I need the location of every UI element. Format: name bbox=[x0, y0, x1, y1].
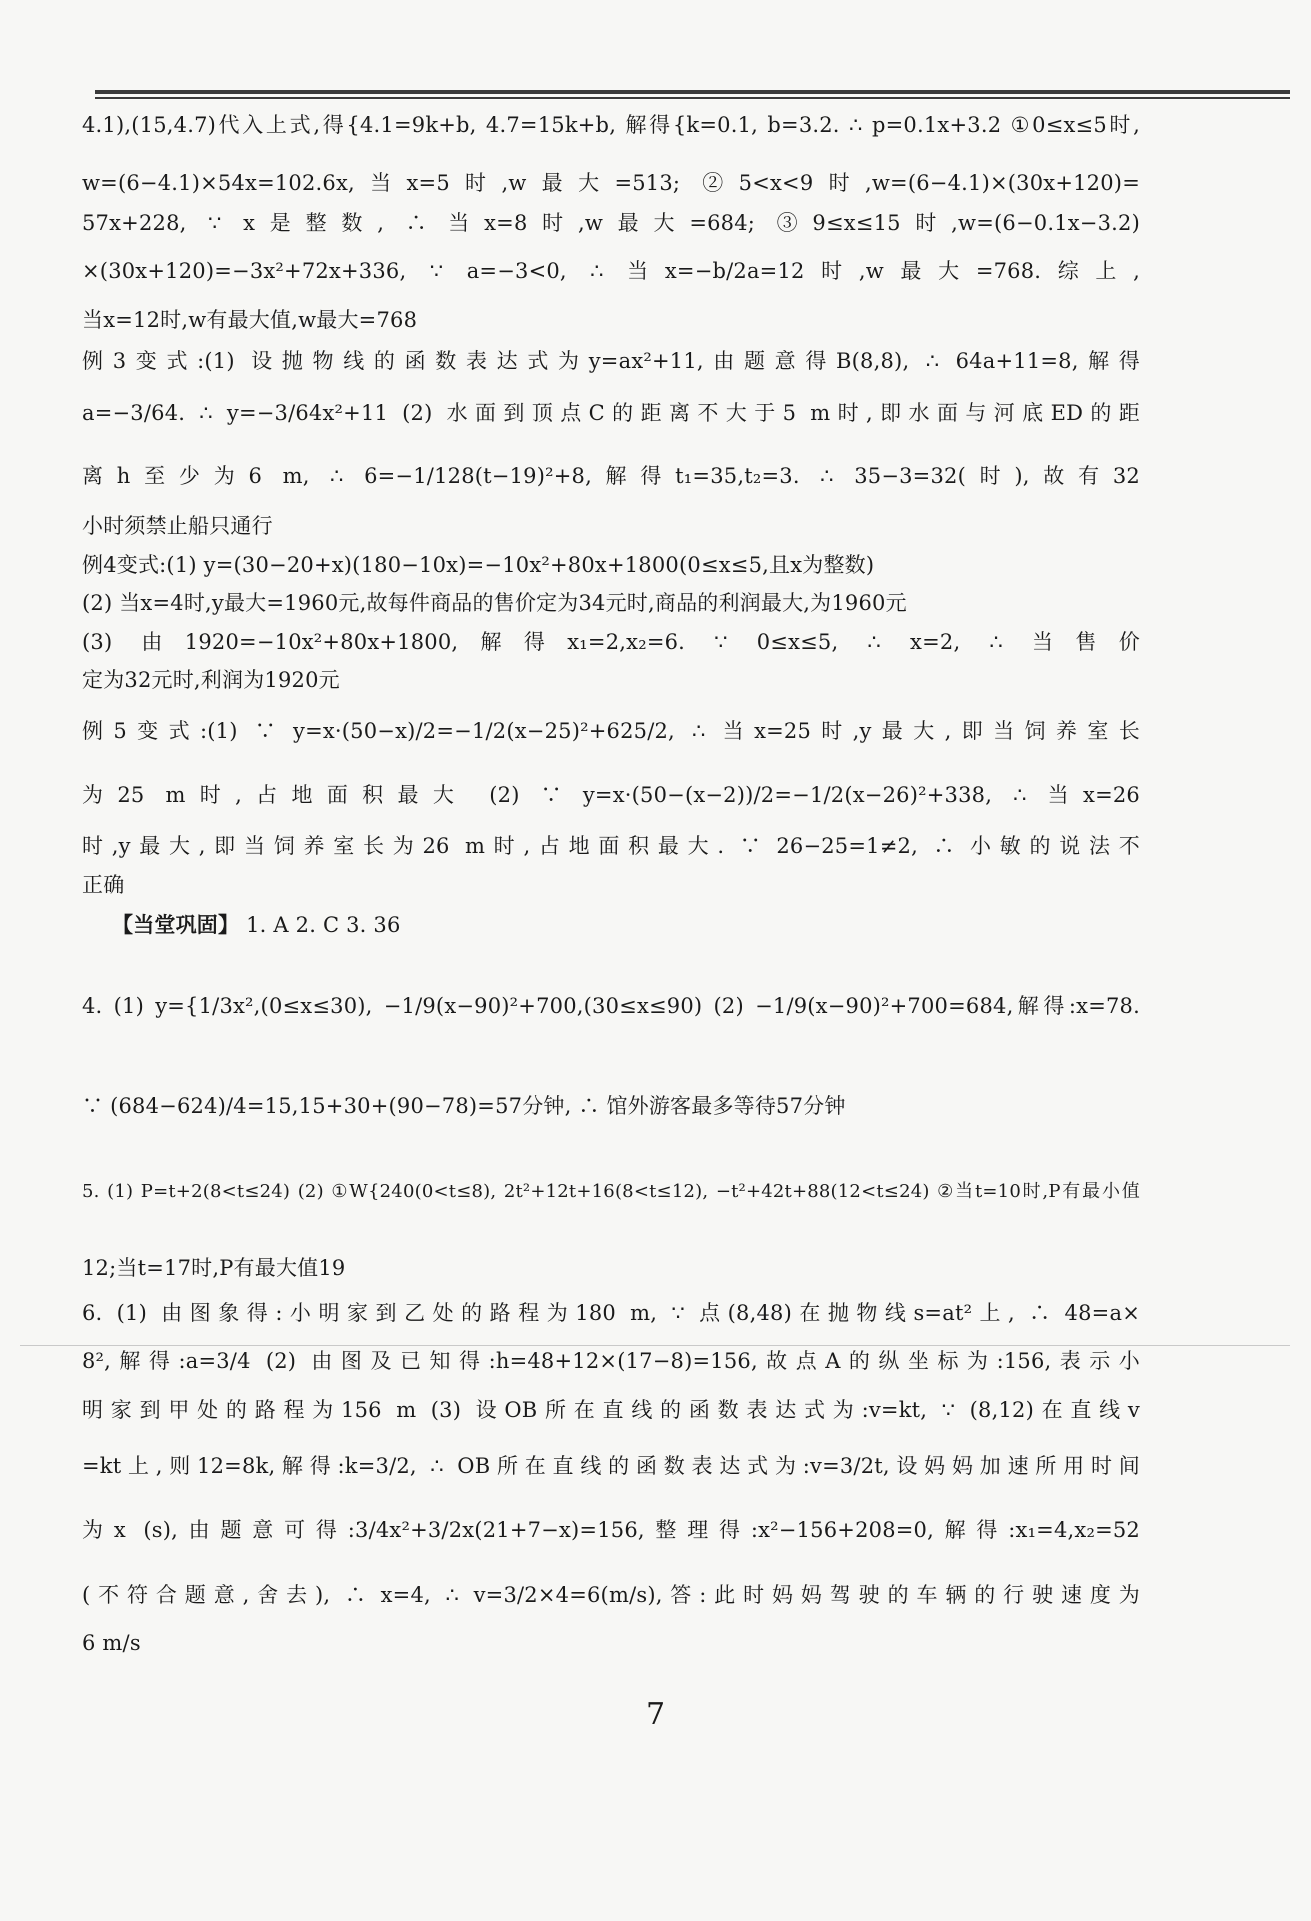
text-line: (不符合题意,舍去), ∴ x=4, ∴ v=3/2×4=6(m/s),答:此时妈妈驾驶的车辆的行驶速度为 bbox=[82, 1583, 1140, 1607]
text-line: (2) 当x=4时,y最大=1960元,故每件商品的售价定为34元时,商品的利润最大,为1960元 bbox=[82, 591, 907, 615]
text-line: 为x (s),由题意可得:3/4x²+3/2x(21+7−x)=156,整理得:x²−156+208=0,解得:x₁=4,x₂=52 bbox=[82, 1518, 1140, 1542]
consolidation-answers: 1. A 2. C 3. 36 bbox=[246, 913, 401, 937]
text-line: 4. (1) y={1/3x²,(0≤x≤30), −1/9(x−90)²+700,(30≤x≤90) (2) −1/9(x−90)²+700=684,解得:x=78. bbox=[82, 994, 1140, 1018]
text-line: =kt上,则12=8k,解得:k=3/2, ∴ OB所在直线的函数表达式为:v=3/2t,设妈妈加速所用时间 bbox=[82, 1454, 1140, 1478]
consolidation-line bbox=[112, 910, 1170, 940]
text-line: 12;当t=17时,P有最大值19 bbox=[82, 1256, 346, 1280]
text-line: 小时须禁止船只通行 bbox=[82, 514, 273, 538]
text-line: 正确 bbox=[82, 873, 125, 897]
page-number: 7 bbox=[645, 1697, 666, 1732]
text-line: 明家到甲处的路程为156 m (3) 设OB所在直线的函数表达式为:v=kt, ∵ (8,12)在直线v bbox=[82, 1398, 1140, 1422]
text-line: 6 m/s bbox=[82, 1631, 141, 1655]
header-rule-thin bbox=[95, 97, 1290, 99]
text-line: 例5变式:(1) ∵ y=x·(50−x)/2=−1/2(x−25)²+625/2, ∴ 当x=25时,y最大,即当饲养室长 bbox=[82, 719, 1140, 743]
text-line: 当x=12时,w有最大值,w最大=768 bbox=[82, 308, 418, 332]
text-line: 离h至少为6 m, ∴ 6=−1/128(t−19)²+8,解得t₁=35,t₂=3. ∴ 35−3=32(时),故有32 bbox=[82, 464, 1140, 488]
text-line: 时,y最大,即当饲养室长为26 m时,占地面积最大. ∵ 26−25=1≠2, ∴ 小敏的说法不 bbox=[82, 834, 1140, 858]
text-line: 57x+228, ∵ x是整数, ∴ 当x=8时,w最大=684; ③9≤x≤15时,w=(6−0.1x−3.2) bbox=[82, 211, 1140, 235]
text-line: 定为32元时,利润为1920元 bbox=[82, 668, 340, 692]
text-line: 例4变式:(1) y=(30−20+x)(180−10x)=−10x²+80x+1800(0≤x≤5,且x为整数) bbox=[82, 553, 875, 577]
consolidation-heading: 【当堂巩固】 bbox=[112, 912, 240, 937]
text-line: (3) 由1920=−10x²+80x+1800,解得x₁=2,x₂=6. ∵ 0≤x≤5, ∴ x=2, ∴ 当售价 bbox=[82, 630, 1140, 654]
text-line: 8²,解得:a=3/4 (2) 由图及已知得:h=48+12×(17−8)=156,故点A的纵坐标为:156,表示小 bbox=[82, 1349, 1140, 1373]
text-line: 4.1),(15,4.7)代入上式,得{4.1=9k+b, 4.7=15k+b, 解得{k=0.1, b=3.2. ∴ p=0.1x+3.2 ①0≤x≤5时, bbox=[82, 113, 1140, 137]
text-line: 为25 m时,占地面积最大 (2) ∵ y=x·(50−(x−2))/2=−1/2(x−26)²+338, ∴ 当x=26 bbox=[82, 783, 1140, 807]
text-line: 6. (1) 由图象得:小明家到乙处的路程为180 m, ∵ 点(8,48)在抛物线s=at²上, ∴ 48=a× bbox=[82, 1301, 1140, 1325]
text-line: 例3变式:(1) 设抛物线的函数表达式为y=ax²+11,由题意得B(8,8), ∴ 64a+11=8,解得 bbox=[82, 349, 1140, 373]
text-line: 5. (1) P=t+2(8<t≤24) (2) ①W{240(0<t≤8), 2t²+12t+16(8<t≤12), −t²+42t+88(12<t≤24) ②当t=10时,P有最小值 bbox=[82, 1181, 1140, 1202]
text-line: ∵ (684−624)/4=15,15+30+(90−78)=57分钟, ∴ 馆外游客最多等待57分钟 bbox=[82, 1094, 846, 1118]
header-rule-thick bbox=[95, 90, 1290, 94]
text-line: a=−3/64. ∴ y=−3/64x²+11 (2) 水面到顶点C的距离不大于5 m时,即水面与河底ED的距 bbox=[82, 401, 1140, 425]
text-line: ×(30x+120)=−3x²+72x+336, ∵ a=−3<0, ∴ 当x=−b/2a=12时,w最大=768.综上, bbox=[82, 259, 1140, 283]
text-line: w=(6−4.1)×54x=102.6x,当x=5时,w最大=513; ②5<x<9时,w=(6−4.1)×(30x+120)= bbox=[82, 171, 1140, 195]
